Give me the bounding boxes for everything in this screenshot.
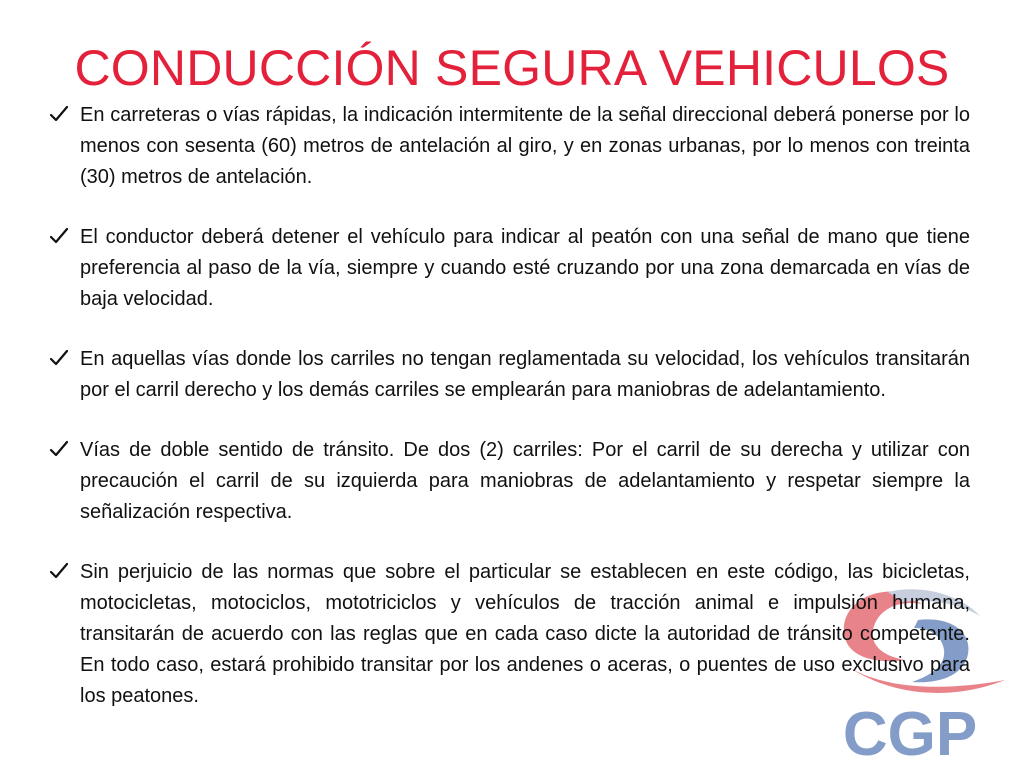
list-item bbox=[44, 222, 970, 315]
bullet-list bbox=[44, 100, 970, 741]
list-item bbox=[44, 100, 970, 193]
checkmark-icon bbox=[48, 438, 70, 460]
list-item bbox=[44, 344, 970, 406]
logo-text: CGP bbox=[842, 700, 978, 768]
checkmark-icon bbox=[48, 347, 70, 369]
page-title: CONDUCCIÓN SEGURA VEHICULOS bbox=[74, 40, 950, 96]
bullet-text: En carreteras o vías rápidas, la indicación intermitente de la señal direccional deberá ponerse por lo menos con sesenta (60) metros de antelación al giro, y en zonas urbanas, por lo menos con treinta (30) metros de antelación. bbox=[80, 104, 970, 188]
bullet-text: Sin perjuicio de las normas que sobre el particular se establecen en este código, las bicicletas, motocicletas, motociclos, mototriciclos y vehículos de tracción animal e impulsión humana, transitarán de acuerdo con las reglas que en cada caso dicte la autoridad de tránsito competente. En todo caso, estará prohibido transitar por los andenes o aceras, o puentes de uso exclusivo para los peatones. bbox=[80, 561, 970, 707]
checkmark-icon bbox=[48, 560, 70, 582]
checkmark-icon bbox=[48, 225, 70, 247]
bullet-text: Vías de doble sentido de tránsito. De dos (2) carriles: Por el carril de su derecha y utilizar con precaución el carril de su izquierda para maniobras de adelantamiento y respetar siempre la señalización respectiva. bbox=[80, 439, 970, 523]
list-item bbox=[44, 557, 970, 712]
bullet-text: El conductor deberá detener el vehículo para indicar al peatón con una señal de mano que tiene preferencia al paso de la vía, siempre y cuando esté cruzando por una zona demarcada en vías de baja velocidad. bbox=[80, 226, 970, 310]
bullet-text: En aquellas vías donde los carriles no tengan reglamentada su velocidad, los vehículos transitarán por el carril derecho y los demás carriles se emplearán para maniobras de adelantamiento. bbox=[80, 348, 970, 401]
checkmark-icon bbox=[48, 103, 70, 125]
list-item bbox=[44, 435, 970, 528]
